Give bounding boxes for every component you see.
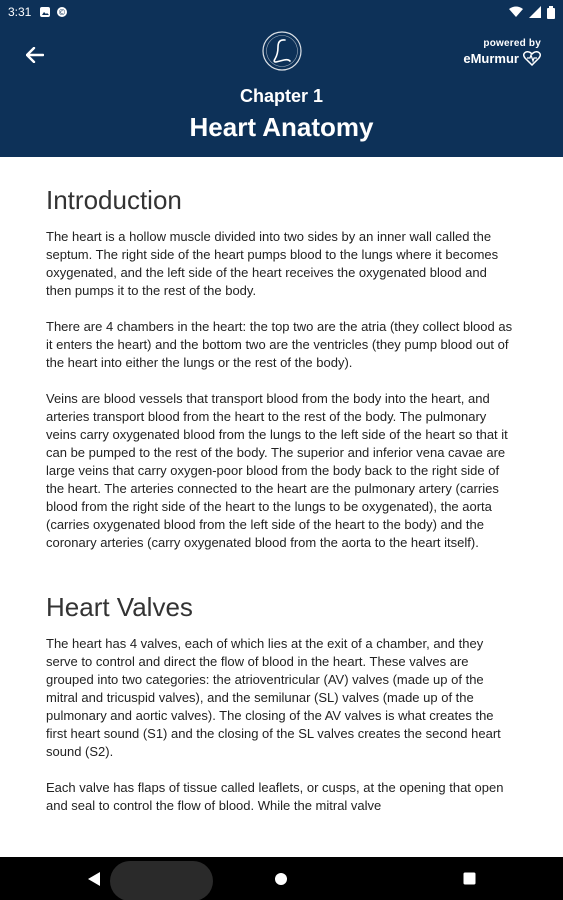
nav-back-button[interactable] [74,859,114,899]
paragraph: Each valve has flaps of tissue called leaflets, or cusps, at the opening that open and seal to control the flow of blood. While the mitral valve [46,780,504,813]
chapter-header [0,24,563,157]
system-navigation-bar [0,857,563,900]
back-nav-highlight [110,861,213,900]
paragraph: The heart is a hollow muscle divided into two sides by an inner wall called the septum. The right side of the heart pumps blood to the lungs where it becomes oxygenated, and the left side of the heart receives the oxygenated blood and then pumps it to the rest of the body. [46,229,499,298]
notification-icons [39,6,68,18]
gallery-notification-icon [39,6,51,18]
triangle-back-icon [87,871,101,887]
wifi-icon [509,6,523,18]
status-bar [0,0,563,24]
system-status-icons [509,6,555,19]
nav-home-button[interactable] [261,859,301,899]
brand-name-row [463,51,541,66]
battery-icon [547,6,555,19]
circle-home-icon [274,872,288,886]
back-button[interactable] [22,42,48,68]
paragraph: There are 4 chambers in the heart: the top two are the atria (they collect blood as it enters the heart) and the bottom two are the ventricles (they pump blood out of the heart into either the lungs or the rest of the body). [46,319,513,370]
arrow-left-icon [26,47,44,63]
script-l-logo-icon [261,30,303,72]
page-title: Heart Anatomy [189,112,374,142]
paragraph: Veins are blood vessels that transport blood from the body into the heart, and arteries transport blood from the heart to the rest of the body. The pulmonary veins carry oxygenated blood from the lungs to the left side of the heart so that it can be pumped to the rest of the body. The superior and inferior vena cavae are large veins that carry oxygen-poor blood from the body back to the right side of the heart. The arteries connected to the heart are the pulmonary artery (carries blood from the right side of the heart to the lungs to be oxygenated), the aorta (carries oxygenated blood from the left side of the heart to the body) and the coronary arteries (carry oxygenated blood from the aorta to the heart itself). [46,391,508,550]
heart-icon [523,51,541,66]
status-time: 3:31 [8,5,32,19]
chapter-content[interactable] [0,157,563,857]
chapter-label: Chapter 1 [239,86,324,106]
square-recents-icon [463,872,476,885]
powered-by-label: powered by [483,38,541,49]
powered-by-badge [463,38,541,66]
svg-text:©: © [58,8,67,17]
nav-recents-button[interactable] [449,859,489,899]
section-heading-introduction: Introduction [46,185,182,215]
sync-notification-icon [56,6,68,18]
paragraph: The heart has 4 valves, each of which lies at the exit of a chamber, and they serve to control and direct the flow of blood in the heart. These valves are grouped into two categories: the atrioventricular (AV) valves (made up of the mitral and tricuspid valves), and the semilunar (SL) valves (made up of the pulmonary and aortic valves). The closing of the AV valves is what creates the first heart sound (S1) and the closing of the SL valves creates the second heart sound (S2). [46,636,501,759]
signal-icon [529,6,541,18]
section-heading-heart-valves: Heart Valves [46,592,193,622]
brand-name: eMurmur [463,51,519,66]
